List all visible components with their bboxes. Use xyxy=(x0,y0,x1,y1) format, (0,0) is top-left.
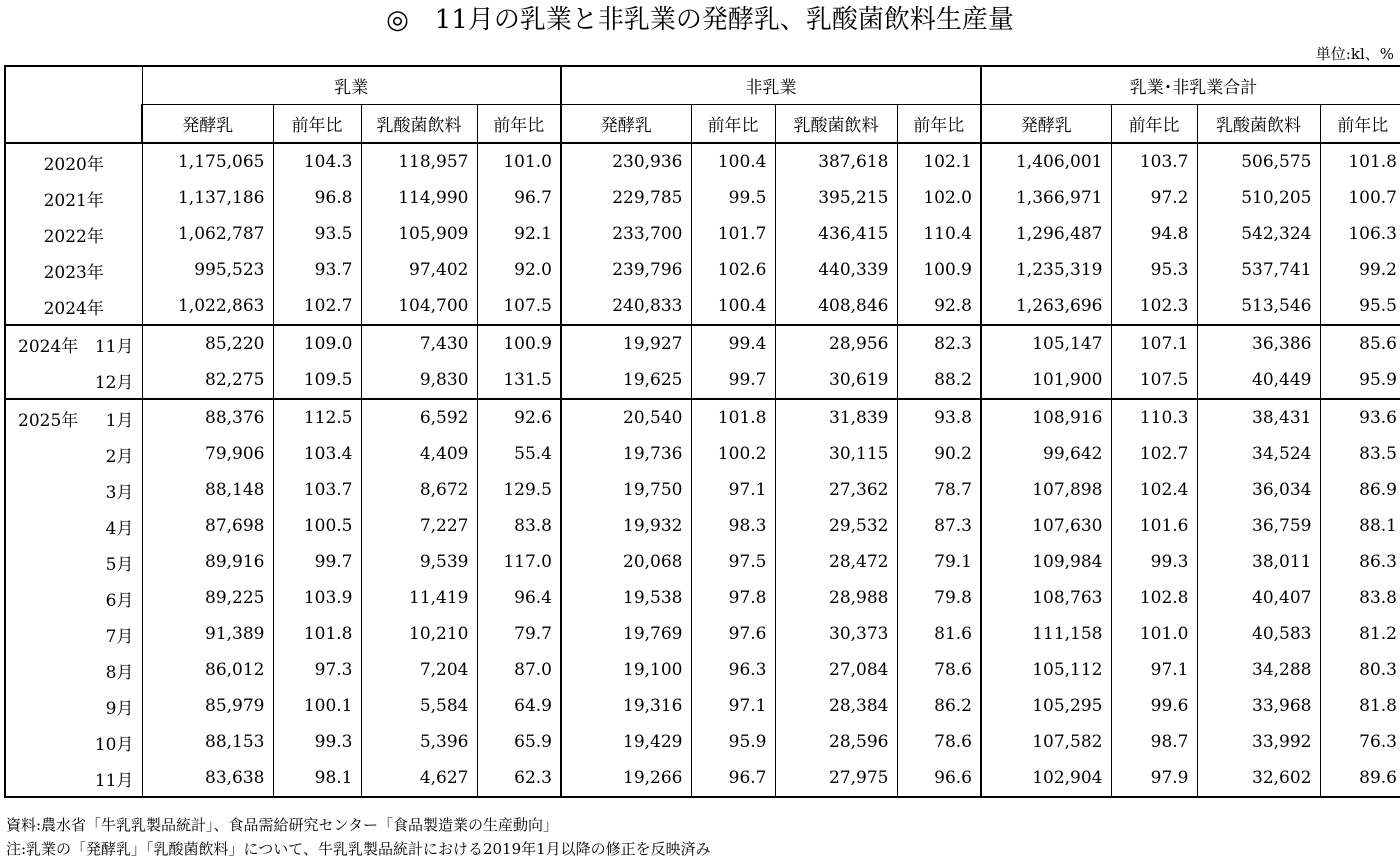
table-cell: 19,625 xyxy=(561,362,691,399)
table-cell: 436,415 xyxy=(775,216,897,252)
table-cell: 239,796 xyxy=(561,252,691,288)
table-cell: 1,296,487 xyxy=(981,216,1111,252)
table-cell: 103.9 xyxy=(273,580,361,616)
table-cell: 100.9 xyxy=(897,252,981,288)
table-cell: 100.5 xyxy=(273,508,361,544)
notes xyxy=(6,813,711,861)
table-cell: 83.8 xyxy=(477,508,561,544)
table-cell: 78.6 xyxy=(897,724,981,760)
table-cell: 10,210 xyxy=(361,616,477,652)
subheader-cell: 乳酸菌飲料 xyxy=(1197,105,1320,144)
table-cell: 88.2 xyxy=(897,362,981,399)
table-cell: 7,204 xyxy=(361,652,477,688)
table-cell: 33,992 xyxy=(1197,724,1320,760)
table-cell: 104.3 xyxy=(273,143,361,180)
table-cell: 86,012 xyxy=(142,652,273,688)
table-cell: 117.0 xyxy=(477,544,561,580)
table-cell: 86.2 xyxy=(897,688,981,724)
production-table xyxy=(4,65,1400,798)
table-cell: 101.0 xyxy=(1111,616,1197,652)
table-cell: 233,700 xyxy=(561,216,691,252)
table-cell: 96.3 xyxy=(691,652,775,688)
table-cell: 19,100 xyxy=(561,652,691,688)
table-row xyxy=(5,616,1400,652)
table-cell: 98.1 xyxy=(273,760,361,797)
row-label: 8月 xyxy=(5,652,142,688)
table-cell: 19,750 xyxy=(561,472,691,508)
subheader-cell: 前年比 xyxy=(691,105,775,144)
table-cell: 112.5 xyxy=(273,399,361,436)
row-label: 5月 xyxy=(5,544,142,580)
table-cell: 97.2 xyxy=(1111,180,1197,216)
row-label: 3月 xyxy=(5,472,142,508)
table-cell: 95.5 xyxy=(1320,288,1400,325)
table-cell: 5,584 xyxy=(361,688,477,724)
table-cell: 31,839 xyxy=(775,399,897,436)
unit-label: 単位:kl、% xyxy=(1315,45,1394,63)
row-year: 2025年 xyxy=(18,410,79,431)
table-cell: 101.7 xyxy=(691,216,775,252)
table-cell: 97.8 xyxy=(691,580,775,616)
table-row xyxy=(5,544,1400,580)
table-cell: 83,638 xyxy=(142,760,273,797)
table-cell: 102.3 xyxy=(1111,288,1197,325)
table-cell: 28,956 xyxy=(775,325,897,362)
table-cell: 96.4 xyxy=(477,580,561,616)
table-cell: 90.2 xyxy=(897,436,981,472)
table-cell: 92.8 xyxy=(897,288,981,325)
table-cell: 240,833 xyxy=(561,288,691,325)
table-cell: 102.4 xyxy=(1111,472,1197,508)
table-cell: 114,990 xyxy=(361,180,477,216)
subheader-cell: 前年比 xyxy=(1111,105,1197,144)
table-cell: 537,741 xyxy=(1197,252,1320,288)
table-cell: 87.0 xyxy=(477,652,561,688)
table-cell: 5,396 xyxy=(361,724,477,760)
table-cell: 30,373 xyxy=(775,616,897,652)
table-cell: 102.7 xyxy=(1111,436,1197,472)
table-cell: 506,575 xyxy=(1197,143,1320,180)
subheader-cell: 前年比 xyxy=(273,105,361,144)
table-cell: 109,984 xyxy=(981,544,1111,580)
table-cell: 95.9 xyxy=(691,724,775,760)
group-header-dairy: 乳業 xyxy=(142,66,561,105)
table-cell: 36,034 xyxy=(1197,472,1320,508)
table-cell: 64.9 xyxy=(477,688,561,724)
table-cell: 4,627 xyxy=(361,760,477,797)
table-cell: 99.3 xyxy=(1111,544,1197,580)
subheader-cell: 乳酸菌飲料 xyxy=(361,105,477,144)
group-header-non-dairy: 非乳業 xyxy=(561,66,981,105)
table-cell: 96.8 xyxy=(273,180,361,216)
row-label xyxy=(5,325,142,362)
subheader-cell: 前年比 xyxy=(477,105,561,144)
table-cell: 93.6 xyxy=(1320,399,1400,436)
row-label: 11月 xyxy=(5,760,142,797)
table-cell: 65.9 xyxy=(477,724,561,760)
table-cell: 97.9 xyxy=(1111,760,1197,797)
table-cell: 995,523 xyxy=(142,252,273,288)
table-cell: 103.4 xyxy=(273,436,361,472)
table-cell: 96.6 xyxy=(897,760,981,797)
row-label: 6月 xyxy=(5,580,142,616)
row-label: 10月 xyxy=(5,724,142,760)
table-cell: 100.9 xyxy=(477,325,561,362)
table-cell: 89,225 xyxy=(142,580,273,616)
table-row xyxy=(5,362,1400,399)
table-cell: 102.1 xyxy=(897,143,981,180)
table-cell: 19,736 xyxy=(561,436,691,472)
table-cell: 82.3 xyxy=(897,325,981,362)
table-cell: 76.3 xyxy=(1320,724,1400,760)
table-cell: 34,288 xyxy=(1197,652,1320,688)
table-cell: 106.3 xyxy=(1320,216,1400,252)
table-cell: 101.8 xyxy=(691,399,775,436)
row-label: 2020年 xyxy=(5,143,142,180)
table-cell: 513,546 xyxy=(1197,288,1320,325)
table-cell: 9,539 xyxy=(361,544,477,580)
table-row xyxy=(5,652,1400,688)
table-cell: 85,220 xyxy=(142,325,273,362)
subheader-cell: 発酵乳 xyxy=(561,105,691,144)
table-row xyxy=(5,180,1400,216)
table-cell: 30,619 xyxy=(775,362,897,399)
table-cell: 1,235,319 xyxy=(981,252,1111,288)
table-cell: 99.7 xyxy=(273,544,361,580)
table-row xyxy=(5,143,1400,180)
table-cell: 97.1 xyxy=(691,472,775,508)
table-cell: 92.1 xyxy=(477,216,561,252)
table-cell: 83.8 xyxy=(1320,580,1400,616)
table-cell: 387,618 xyxy=(775,143,897,180)
table-cell: 79,906 xyxy=(142,436,273,472)
table-cell: 109.5 xyxy=(273,362,361,399)
table-cell: 105,112 xyxy=(981,652,1111,688)
table-cell: 105,295 xyxy=(981,688,1111,724)
table-cell: 55.4 xyxy=(477,436,561,472)
table-cell: 99,642 xyxy=(981,436,1111,472)
table-cell: 32,602 xyxy=(1197,760,1320,797)
table-row xyxy=(5,325,1400,362)
table-cell: 38,011 xyxy=(1197,544,1320,580)
table-row xyxy=(5,288,1400,325)
table-cell: 100.7 xyxy=(1320,180,1400,216)
table-cell: 109.0 xyxy=(273,325,361,362)
table-cell: 97.1 xyxy=(691,688,775,724)
table-cell: 107,630 xyxy=(981,508,1111,544)
table-cell: 100.2 xyxy=(691,436,775,472)
table-cell: 28,596 xyxy=(775,724,897,760)
table-cell: 92.6 xyxy=(477,399,561,436)
table-cell: 19,429 xyxy=(561,724,691,760)
table-cell: 28,472 xyxy=(775,544,897,580)
table-cell: 99.7 xyxy=(691,362,775,399)
table-cell: 99.2 xyxy=(1320,252,1400,288)
table-cell: 9,830 xyxy=(361,362,477,399)
table-cell: 8,672 xyxy=(361,472,477,508)
table-cell: 19,932 xyxy=(561,508,691,544)
table-cell: 108,763 xyxy=(981,580,1111,616)
table-cell: 93.7 xyxy=(273,252,361,288)
table-cell: 82,275 xyxy=(142,362,273,399)
table-cell: 89.6 xyxy=(1320,760,1400,797)
row-label: 2022年 xyxy=(5,216,142,252)
row-year: 2024年 xyxy=(18,336,79,357)
table-cell: 28,384 xyxy=(775,688,897,724)
table-cell: 110.3 xyxy=(1111,399,1197,436)
table-cell: 100.4 xyxy=(691,288,775,325)
table-cell: 36,759 xyxy=(1197,508,1320,544)
table-cell: 11,419 xyxy=(361,580,477,616)
table-cell: 86.9 xyxy=(1320,472,1400,508)
table-cell: 85,979 xyxy=(142,688,273,724)
table-cell: 99.5 xyxy=(691,180,775,216)
table-cell: 97.6 xyxy=(691,616,775,652)
table-cell: 1,137,186 xyxy=(142,180,273,216)
table-cell: 80.3 xyxy=(1320,652,1400,688)
table-cell: 110.4 xyxy=(897,216,981,252)
table-cell: 79.7 xyxy=(477,616,561,652)
table-cell: 107,898 xyxy=(981,472,1111,508)
table-cell: 88,376 xyxy=(142,399,273,436)
row-label: 2024年 xyxy=(5,288,142,325)
table-cell: 27,975 xyxy=(775,760,897,797)
row-label: 2023年 xyxy=(5,252,142,288)
table-cell: 102.6 xyxy=(691,252,775,288)
table-cell: 101,900 xyxy=(981,362,1111,399)
table-cell: 79.8 xyxy=(897,580,981,616)
table-cell: 230,936 xyxy=(561,143,691,180)
row-label: 7月 xyxy=(5,616,142,652)
table-cell: 87.3 xyxy=(897,508,981,544)
table-cell: 104,700 xyxy=(361,288,477,325)
table-cell: 107.1 xyxy=(1111,325,1197,362)
table-cell: 36,386 xyxy=(1197,325,1320,362)
group-header-total: 乳業･非乳業合計 xyxy=(981,66,1400,105)
table-cell: 98.3 xyxy=(691,508,775,544)
table-cell: 87,698 xyxy=(142,508,273,544)
table-cell: 129.5 xyxy=(477,472,561,508)
table-row xyxy=(5,724,1400,760)
subheader-cell: 前年比 xyxy=(1320,105,1400,144)
row-label: 4月 xyxy=(5,508,142,544)
table-cell: 229,785 xyxy=(561,180,691,216)
table-cell: 1,406,001 xyxy=(981,143,1111,180)
table-cell: 34,524 xyxy=(1197,436,1320,472)
table-cell: 4,409 xyxy=(361,436,477,472)
table-cell: 101.0 xyxy=(477,143,561,180)
table-cell: 93.8 xyxy=(897,399,981,436)
table-cell: 97,402 xyxy=(361,252,477,288)
row-label: 12月 xyxy=(5,362,142,399)
row-label xyxy=(5,399,142,436)
corner-cell xyxy=(5,66,142,143)
table-cell: 88,148 xyxy=(142,472,273,508)
table-cell: 78.6 xyxy=(897,652,981,688)
table-cell: 98.7 xyxy=(1111,724,1197,760)
table-cell: 108,916 xyxy=(981,399,1111,436)
table-cell: 91,389 xyxy=(142,616,273,652)
table-row xyxy=(5,399,1400,436)
table-cell: 101.8 xyxy=(1320,143,1400,180)
table-cell: 33,968 xyxy=(1197,688,1320,724)
table-cell: 395,215 xyxy=(775,180,897,216)
table-cell: 79.1 xyxy=(897,544,981,580)
table-cell: 81.6 xyxy=(897,616,981,652)
table-cell: 27,362 xyxy=(775,472,897,508)
table-cell: 19,927 xyxy=(561,325,691,362)
table-cell: 107.5 xyxy=(1111,362,1197,399)
table-cell: 97.1 xyxy=(1111,652,1197,688)
subheader-cell: 前年比 xyxy=(897,105,981,144)
table-cell: 1,263,696 xyxy=(981,288,1111,325)
table-cell: 101.8 xyxy=(273,616,361,652)
table-cell: 107.5 xyxy=(477,288,561,325)
table-cell: 131.5 xyxy=(477,362,561,399)
row-month: 1月 xyxy=(105,410,134,431)
table-cell: 103.7 xyxy=(273,472,361,508)
table-cell: 94.8 xyxy=(1111,216,1197,252)
table-cell: 97.3 xyxy=(273,652,361,688)
table-cell: 83.5 xyxy=(1320,436,1400,472)
table-cell: 19,316 xyxy=(561,688,691,724)
table-cell: 27,084 xyxy=(775,652,897,688)
subheader-cell: 発酵乳 xyxy=(142,105,273,144)
table-cell: 62.3 xyxy=(477,760,561,797)
table-cell: 86.3 xyxy=(1320,544,1400,580)
table-cell: 100.1 xyxy=(273,688,361,724)
table-cell: 101.6 xyxy=(1111,508,1197,544)
table-cell: 105,909 xyxy=(361,216,477,252)
table-cell: 19,538 xyxy=(561,580,691,616)
table-cell: 29,532 xyxy=(775,508,897,544)
table-cell: 92.0 xyxy=(477,252,561,288)
table-row xyxy=(5,508,1400,544)
table-cell: 99.4 xyxy=(691,325,775,362)
table-cell: 93.5 xyxy=(273,216,361,252)
table-cell: 28,988 xyxy=(775,580,897,616)
table-cell: 107,582 xyxy=(981,724,1111,760)
table-row xyxy=(5,436,1400,472)
table-cell: 95.3 xyxy=(1111,252,1197,288)
table-cell: 100.4 xyxy=(691,143,775,180)
table-cell: 97.5 xyxy=(691,544,775,580)
row-label: 2021年 xyxy=(5,180,142,216)
table-body xyxy=(5,143,1400,797)
table-cell: 96.7 xyxy=(691,760,775,797)
table-cell: 102.7 xyxy=(273,288,361,325)
table-cell: 78.7 xyxy=(897,472,981,508)
table-cell: 99.6 xyxy=(1111,688,1197,724)
table-cell: 1,022,863 xyxy=(142,288,273,325)
table-cell: 85.6 xyxy=(1320,325,1400,362)
table-cell: 30,115 xyxy=(775,436,897,472)
table-cell: 89,916 xyxy=(142,544,273,580)
table-cell: 6,592 xyxy=(361,399,477,436)
table-cell: 95.9 xyxy=(1320,362,1400,399)
table-cell: 118,957 xyxy=(361,143,477,180)
table-cell: 1,175,065 xyxy=(142,143,273,180)
table-cell: 99.3 xyxy=(273,724,361,760)
table-cell: 20,068 xyxy=(561,544,691,580)
table-cell: 510,205 xyxy=(1197,180,1320,216)
table-cell: 88,153 xyxy=(142,724,273,760)
footnote: 注:乳業の「発酵乳」「乳酸菌飲料」について、牛乳乳製品統計における2019年1月以降の修正を反映済み xyxy=(6,840,711,858)
table-cell: 102.0 xyxy=(897,180,981,216)
table-row xyxy=(5,472,1400,508)
table-cell: 111,158 xyxy=(981,616,1111,652)
table-cell: 40,407 xyxy=(1197,580,1320,616)
table-row xyxy=(5,252,1400,288)
table-row xyxy=(5,688,1400,724)
table-cell: 1,062,787 xyxy=(142,216,273,252)
table-row xyxy=(5,216,1400,252)
table-cell: 1,366,971 xyxy=(981,180,1111,216)
row-label: 9月 xyxy=(5,688,142,724)
subheader-cell: 発酵乳 xyxy=(981,105,1111,144)
row-label: 2月 xyxy=(5,436,142,472)
table-cell: 103.7 xyxy=(1111,143,1197,180)
table-cell: 7,430 xyxy=(361,325,477,362)
table-cell: 81.2 xyxy=(1320,616,1400,652)
subheader-cell: 乳酸菌飲料 xyxy=(775,105,897,144)
source-note: 資料:農水省「牛乳乳製品統計」、食品需給研究センター「食品製造業の生産動向」 xyxy=(6,816,558,834)
table-cell: 19,266 xyxy=(561,760,691,797)
table-cell: 105,147 xyxy=(981,325,1111,362)
table-cell: 440,339 xyxy=(775,252,897,288)
subheader-row xyxy=(5,105,1400,144)
table-cell: 102,904 xyxy=(981,760,1111,797)
table-cell: 408,846 xyxy=(775,288,897,325)
table-cell: 40,583 xyxy=(1197,616,1320,652)
group-header-row xyxy=(5,66,1400,105)
row-month: 11月 xyxy=(94,336,134,357)
table-cell: 88.1 xyxy=(1320,508,1400,544)
table-cell: 542,324 xyxy=(1197,216,1320,252)
table-row xyxy=(5,580,1400,616)
table-cell: 20,540 xyxy=(561,399,691,436)
table-cell: 96.7 xyxy=(477,180,561,216)
table-cell: 81.8 xyxy=(1320,688,1400,724)
table-cell: 38,431 xyxy=(1197,399,1320,436)
table-cell: 40,449 xyxy=(1197,362,1320,399)
table-row xyxy=(5,760,1400,797)
table-cell: 7,227 xyxy=(361,508,477,544)
table-cell: 102.8 xyxy=(1111,580,1197,616)
page-title: ◎ 11月の乳業と非乳業の発酵乳、乳酸菌飲料生産量 xyxy=(386,5,1014,35)
table-cell: 19,769 xyxy=(561,616,691,652)
